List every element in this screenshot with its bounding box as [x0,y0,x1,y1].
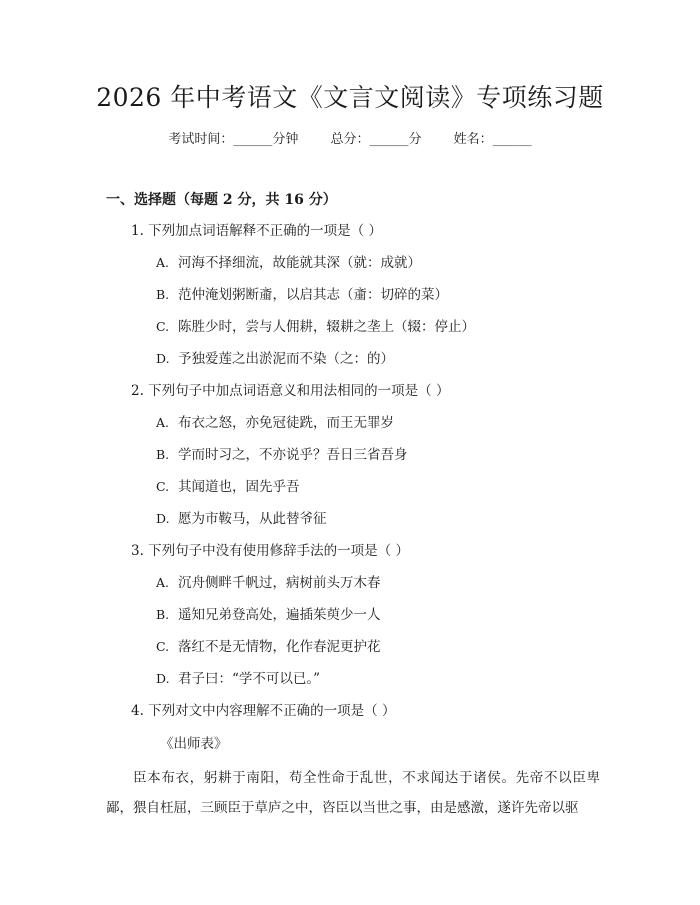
student-name-field: 姓名：______ [453,132,532,147]
option-text: 其闻道也，固先乎吾 [178,479,300,495]
option-text: 君子曰：“学不可以已。” [178,671,321,687]
option-text: 予独爱莲之出淤泥而不染（之：的） [178,351,394,367]
option-text: 布衣之怒，亦免冠徒跣，而王无罪岁 [178,415,394,431]
option-b [156,284,448,306]
option-b [156,604,381,626]
option-text: 落红不是无情物，化作春泥更护花 [178,639,381,655]
option-c [156,476,300,498]
option-text: 陈胜少时，尝与人佣耕，辍耕之垄上（辍：停止） [178,319,475,335]
option-letter: B. [156,607,170,622]
option-letter: B. [156,447,170,462]
option-text: 遥知兄弟登高处，遍插茱萸少一人 [178,607,381,623]
option-letter: A. [156,415,170,430]
option-b [156,444,408,466]
page-title: 2026 年中考语文《文言文阅读》专项练习题 [96,83,604,112]
option-letter: C. [156,639,170,654]
option-a [156,252,421,274]
option-a [156,572,381,594]
exam-info-line [0,130,700,150]
option-letter: B. [156,287,170,302]
option-letter: A. [156,255,170,270]
question-stem: 3. 下列句子中没有使用修辞手法的一项是（ ） [131,543,409,559]
passage-text: 臣本布衣，躬耕于南阳，苟全性命于乱世，不求闻达于诸侯。先帝不以臣卑鄙，猥自枉屈，三顾臣于草庐之中，咨臣以当世之事，由是感激，遂许先帝以驱 [106,770,600,816]
option-c [156,636,381,658]
option-d [156,508,327,530]
total-score-field: 总分：______分 [330,132,422,147]
question-stem: 1. 下列加点词语解释不正确的一项是（ ） [131,223,382,239]
option-letter: C. [156,479,170,494]
exam-time-field: 考试时间：______分钟 [168,132,299,147]
option-letter: A. [156,575,170,590]
section-heading: 一、选择题（每题 2 分，共 16 分） [106,192,337,208]
question-stem: 4. 下列对文中内容理解不正确的一项是（ ） [131,703,396,719]
option-letter: D. [156,511,170,526]
option-text: 学而时习之，不亦说乎？吾日三省吾身 [178,447,408,463]
option-letter: C. [156,319,170,334]
option-d [156,668,320,690]
option-letter: D. [156,671,170,686]
option-text: 河海不择细流，故能就其深（就：成就） [178,255,421,271]
option-text: 范仲淹划粥断齑，以启其志（齑：切碎的菜） [178,287,448,303]
option-text: 愿为市鞍马，从此替爷征 [178,511,327,527]
question-stem: 2. 下列句子中加点词语意义和用法相同的一项是（ ） [131,383,450,399]
passage-title: 《出师表》 [160,736,228,752]
option-c [156,316,475,338]
option-text: 沉舟侧畔千帆过，病树前头万木春 [178,575,381,591]
option-d [156,348,394,370]
option-letter: D. [156,351,170,366]
option-a [156,412,394,434]
